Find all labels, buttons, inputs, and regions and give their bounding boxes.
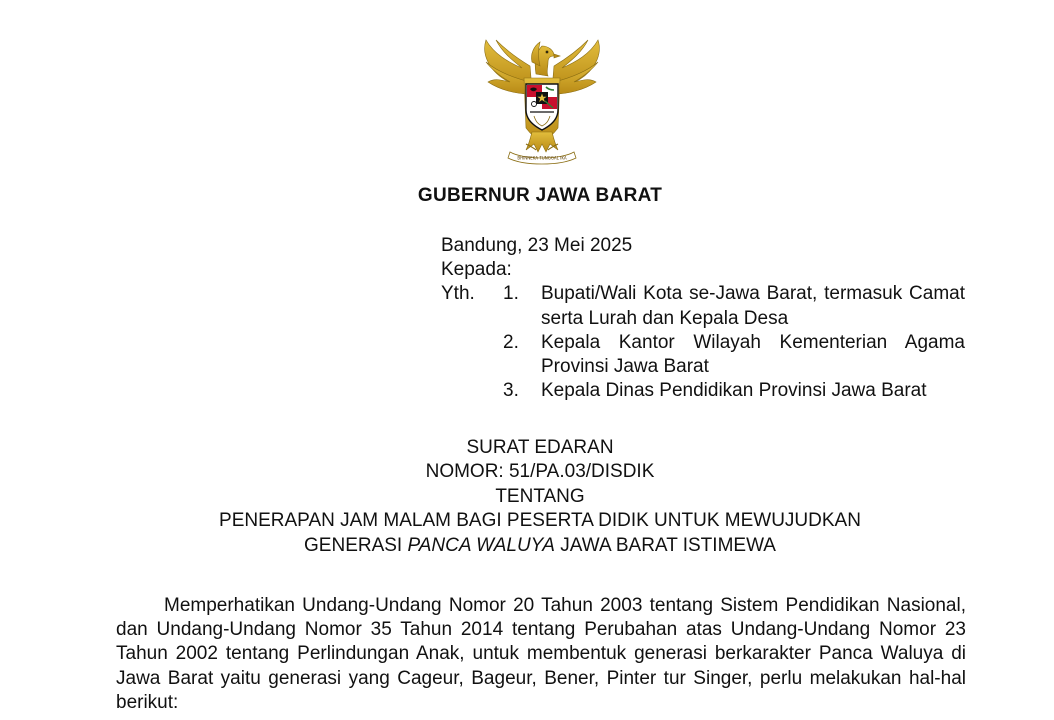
subject-line-2-pre: GENERASI bbox=[304, 534, 408, 556]
subject-line-1: PENERAPAN JAM MALAM BAGI PESERTA DIDIK UNTUK MEWUJUDKAN bbox=[219, 510, 861, 532]
recipient-text: Bupati/Wali Kota se-Jawa Barat, termasuk Camat serta Lurah dan Kepala Desa bbox=[541, 283, 965, 329]
garuda-tail-icon bbox=[526, 132, 558, 152]
yth-label: Yth. bbox=[441, 283, 475, 305]
recipient-item bbox=[441, 379, 965, 403]
recipient-number: 3. bbox=[503, 380, 519, 402]
recipient-number: 1. bbox=[503, 283, 519, 305]
garuda-emblem bbox=[474, 32, 610, 166]
recipient-number: 2. bbox=[503, 331, 519, 353]
motto-text: BHINNEKA TUNGGAL IKA bbox=[517, 155, 567, 161]
body-paragraph: Memperhatikan Undang-Undang Nomor 20 Tahun 2003 tentang Sistem Pendidikan Nasional, dan Undang-Undang Nomor 35 Tahun 2014 tentang Perubahan atas Undang-Undang Nomor 23 Tahun 2002 tentang Perlindungan Anak, untuk membentuk generasi berkarakter Panca Waluya di Jawa Barat yaitu generasi yang Cageur, Bageur, Bener, Pinter tur Singer, perlu melakukan hal-hal berikut: bbox=[116, 595, 966, 713]
subject-line-2 bbox=[0, 534, 1054, 558]
recipient-text: Kepala Dinas Pendidikan Provinsi Jawa Barat bbox=[541, 380, 927, 402]
issuer-heading: GUBERNUR JAWA BARAT bbox=[417, 185, 663, 206]
document-number: NOMOR: 51/PA.03/DISDIK bbox=[425, 461, 655, 483]
place-date: Bandung, 23 Mei 2025 bbox=[441, 235, 633, 256]
subject-line-2-italic: PANCA WALUYA bbox=[407, 534, 555, 556]
document-type: SURAT EDARAN bbox=[466, 437, 614, 458]
about-label: TENTANG bbox=[495, 485, 585, 507]
recipient-item bbox=[441, 282, 965, 330]
recipient-item bbox=[441, 331, 965, 379]
subject-line-2-post: JAWA BARAT ISTIMEWA bbox=[554, 534, 776, 556]
document-title-block bbox=[0, 436, 1054, 558]
recipient-text: Kepala Kantor Wilayah Kementerian Agama Provinsi Jawa Barat bbox=[541, 331, 965, 378]
address-block bbox=[441, 234, 965, 403]
to-label: Kepada: bbox=[441, 259, 512, 281]
